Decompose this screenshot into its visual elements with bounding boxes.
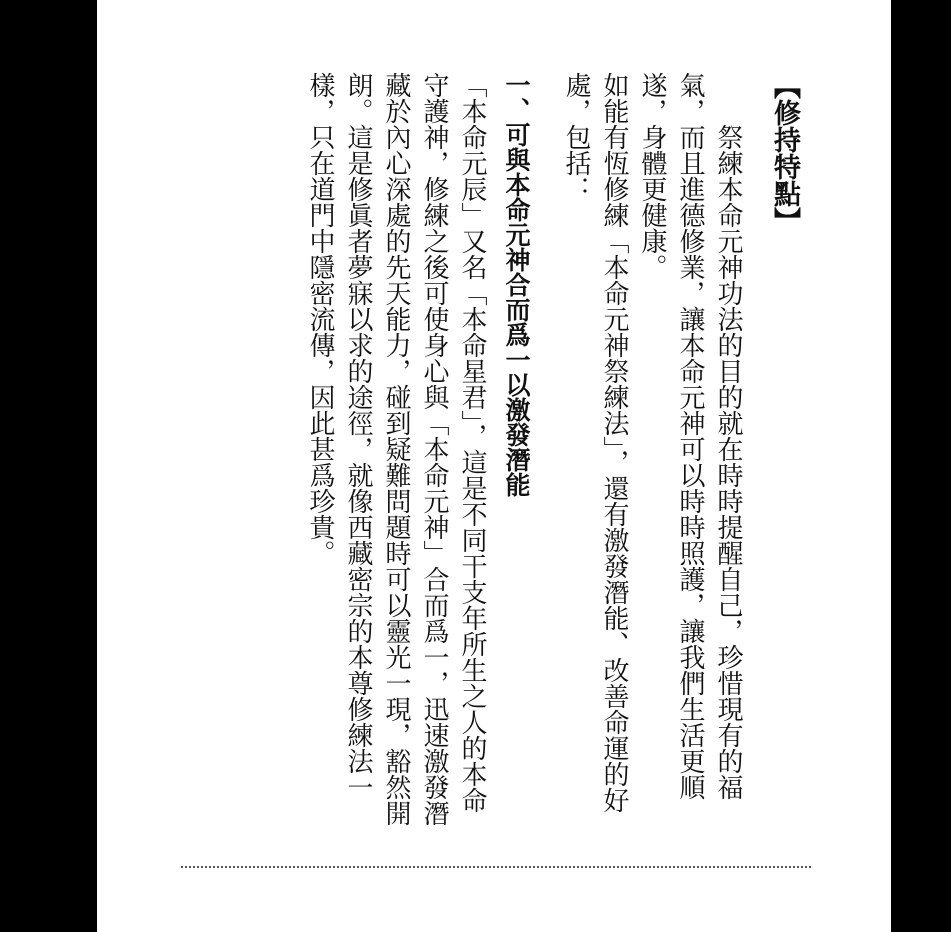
section-title: 一、可與本命元神合而爲一以激發潛能 [502,72,531,497]
intro-paragraph: 祭練本命元神功法的目的就在時時提醒自己，珍惜現有的福氣，而且進德修業，讓本命元神可以時時照護，讓我們生活更順遂，身體更健康。 [637,72,743,800]
vertical-text-block [301,72,803,832]
section-paragraph: 「本命元辰」又名「本命星君」，這是不同干支年所生之人的本命守護神，修練之後可使身心與「本命元神」合而爲一，迅速激發潛藏於內心深處的先天能力，碰到疑難問題時可以靈光一現，豁然開朗。這是修眞者夢寐以求的途徑，就像西藏密宗的本尊修練法一樣，只在道門中隱密流傳，因此甚爲珍貴。 [305,72,487,826]
page-heading: 【修持特點】 [769,72,800,234]
document-page [97,0,891,932]
dotted-divider [181,866,811,868]
lead-paragraph: 如能有恆修練「本命元神祭練法」，還有激發潛能、改善命運的好處，包括： [561,72,629,813]
